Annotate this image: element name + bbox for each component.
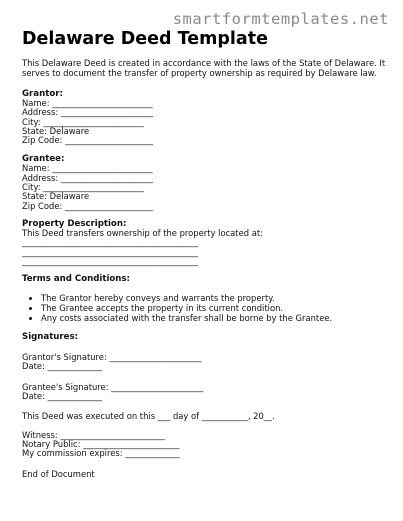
signatures-section: [22, 332, 382, 458]
grantor-city-field: City: ________________________: [22, 116, 144, 127]
intro-line: This Delaware Deed is created in accordance with the laws of the State of Delaware. It: [22, 58, 386, 68]
grantee-date-line: Date: _____________: [22, 391, 102, 402]
property-heading: Property Description:: [22, 218, 127, 229]
terms-item: • Any costs associated with the transfer shall be borne by the Grantee.: [41, 313, 382, 323]
grantor-signature-line: Grantor's Signature: ______________________: [22, 352, 202, 363]
witness-line: Witness: _________________________: [22, 429, 166, 440]
deed-document: [22, 28, 386, 479]
property-blank-line: __________________________________________: [22, 237, 198, 248]
property-blank-line: __________________________________________: [22, 246, 198, 257]
grantee-section: [22, 154, 382, 210]
intro-line: serves to document the transfer of property ownership as required by Delaware law.: [22, 68, 377, 78]
end-of-document: End of Document: [22, 468, 95, 479]
grantor-date-line: Date: _____________: [22, 361, 102, 372]
grantee-state-field: State: Delaware: [22, 191, 90, 202]
grantor-zip-field: Zip Code: _____________________: [22, 135, 153, 146]
terms-item: • The Grantee accepts the property in its current condition.: [41, 303, 382, 313]
watermark: smartformtemplates.net: [172, 10, 389, 28]
terms-heading: Terms and Conditions:: [22, 274, 130, 285]
commission-line: My commission expires: _____________: [22, 448, 180, 459]
terms-list: [22, 293, 382, 323]
grantee-heading: Grantee:: [22, 154, 65, 165]
grantee-name-field: Name: ________________________: [22, 163, 153, 174]
intro-paragraph: [22, 58, 386, 78]
grantor-heading: Grantor:: [22, 89, 63, 99]
terms-section: [22, 274, 382, 323]
property-section: [22, 219, 382, 266]
notary-line: Notary Public: _______________________: [22, 438, 180, 449]
property-blank-line: __________________________________________: [22, 255, 198, 266]
grantee-city-field: City: ________________________: [22, 182, 144, 193]
grantor-section: [22, 89, 382, 145]
page-title: Delaware Deed Template: [22, 29, 268, 49]
grantor-address-field: Address: ______________________: [22, 107, 153, 118]
terms-item: • The Grantor hereby conveys and warrants the property.: [41, 293, 382, 303]
grantor-name-field: Name: ________________________: [22, 98, 153, 108]
signatures-heading: Signatures:: [22, 332, 79, 343]
grantor-state-field: State: Delaware: [22, 125, 90, 136]
property-text: This Deed transfers ownership of the property located at:: [22, 227, 263, 238]
grantee-address-field: Address: ______________________: [22, 172, 153, 183]
grantee-zip-field: Zip Code: _____________________: [22, 200, 153, 211]
grantee-signature-line: Grantee's Signature: ______________________: [22, 381, 204, 392]
execution-line: This Deed was executed on this ___ day of ___________, 20__.: [22, 411, 275, 422]
